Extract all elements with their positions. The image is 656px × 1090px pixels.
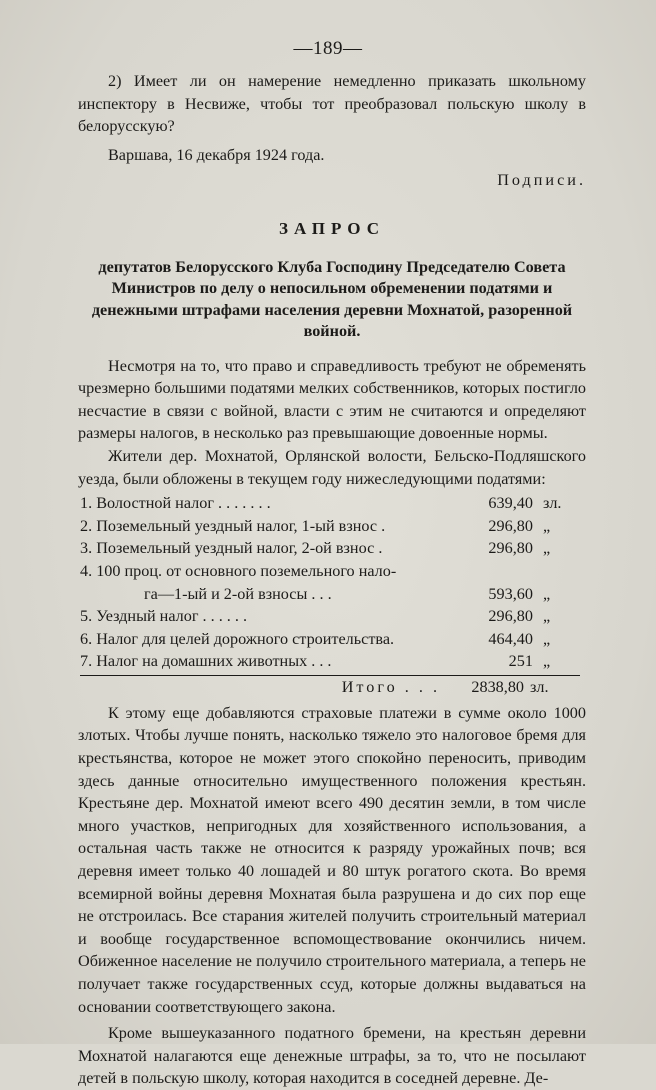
- tax-amount: 296,80: [488, 539, 533, 558]
- tax-row: [80, 515, 580, 538]
- tax-amount: 296,80: [488, 607, 533, 626]
- question-2-text: 2) Имеет ли он намерение немедленно приказать школьному инспектору в Несвиже, чтобы тот преобразовал польскую школу в белорусскую?: [78, 72, 586, 136]
- tax-row: [80, 650, 580, 673]
- tax-name: 6. Налог для целей дорожного строительства.: [80, 629, 395, 648]
- tax-row: [80, 605, 580, 628]
- tax-unit: [543, 560, 580, 583]
- total-row: [78, 676, 586, 698]
- tax-amount: 251: [508, 652, 533, 671]
- tax-name: 3. Поземельный уездный налог, 2-ой взнос .: [80, 539, 383, 558]
- tax-name: 2. Поземельный уездный налог, 1-ый взнос .: [80, 516, 386, 535]
- tax-row: [80, 583, 580, 606]
- tax-amount: 296,80: [488, 516, 533, 535]
- paragraph-1: Несмотря на то, что право и справедливость требуют не обременять чрезмерно большими податями мелких собственников, которых постигло несчастие в связи с войной, власти с этим не считаются и определяют размеры налогов, в несколько раз превышающие довоенные нормы.: [78, 356, 586, 443]
- taxes-table: [80, 492, 580, 673]
- request-subtitle: депутатов Белорусского Клуба Господину Председателю Совета Министров по делу о непосильном обременении податями и денежными штрафами населения деревни Мохнатой, разоренной войной.: [91, 257, 573, 341]
- tax-row: [80, 560, 580, 583]
- tax-name: 4. 100 проц. от основного поземельного нало-: [80, 561, 397, 580]
- tax-name: 1. Волостной налог . . . . . . .: [80, 494, 271, 513]
- paragraph-2: Жители дер. Мохнатой, Орлянской волости, Бельско-Подляшского уезда, были обложены в текущем году нижеследующими податями:: [78, 446, 586, 488]
- page-number: —189—: [293, 38, 363, 59]
- tax-name: га—1-ый и 2-ой взносы . . .: [144, 584, 332, 603]
- tax-row: [80, 628, 580, 651]
- tax-amount: 593,60: [488, 584, 533, 603]
- total-label: Итого . . .: [341, 677, 440, 696]
- request-title: ЗАПРОС: [278, 218, 386, 238]
- total-unit: зл.: [530, 677, 549, 696]
- tax-amount: [463, 560, 543, 583]
- place-date-text: Варшава, 16 декабря 1924 года.: [108, 145, 325, 164]
- tax-name: 7. Налог на домашних животных . . .: [80, 652, 332, 671]
- tax-amount: 639,40: [488, 494, 533, 513]
- tax-unit: „: [542, 629, 551, 648]
- tax-name: 5. Уездный налог . . . . . .: [80, 607, 248, 626]
- total-amount: 2838,80: [471, 677, 524, 696]
- tax-unit: „: [542, 584, 551, 603]
- tax-unit: „: [542, 516, 551, 535]
- tax-unit: „: [542, 539, 551, 558]
- tax-amount: 464,40: [488, 629, 533, 648]
- tax-unit: зл.: [542, 494, 562, 513]
- signatures-text: Подписи.: [497, 171, 586, 190]
- paragraph-4: Кроме вышеуказанного податного бремени, на крестьян деревни Мохнатой налагаются еще денежные штрафы, за то, что не посылают детей в польскую школу, которая находится в соседней деревне. Де-: [78, 1024, 586, 1088]
- paragraph-3: К этому еще добавляются страховые платежи в сумме около 1000 злотых. Чтобы лучше понять, насколько тяжело это налоговое бремя для крестьянства, которое не может этого спокойно переносить, приводим здесь данные относительно имущественного положения крестьян. Крестьяне дер. Мохнатой имеют всего 490 десятин земли, в том числе много участков, непригодных для хозяйственного использования, а остальная часть также не относится к разряду урожайных почв; вся деревня имеет только 40 лошадей и 80 штук рогатого скота. Во время всемирной войны деревня Мохнатая была разрушена и до сих пор еще не отстроилась. Все старания жителей получить строительный материал и вообще государственное вспомоществование окончились ничем. Обиженное население не получило строительного материала, а теперь не получает также государственных ссуд, которые должны выдаваться на основании соответствующего закона.: [78, 703, 586, 1016]
- tax-row: [80, 492, 580, 515]
- tax-unit: „: [542, 652, 551, 671]
- intro-block: [78, 70, 586, 1090]
- tax-unit: „: [542, 607, 551, 626]
- tax-row: [80, 537, 580, 560]
